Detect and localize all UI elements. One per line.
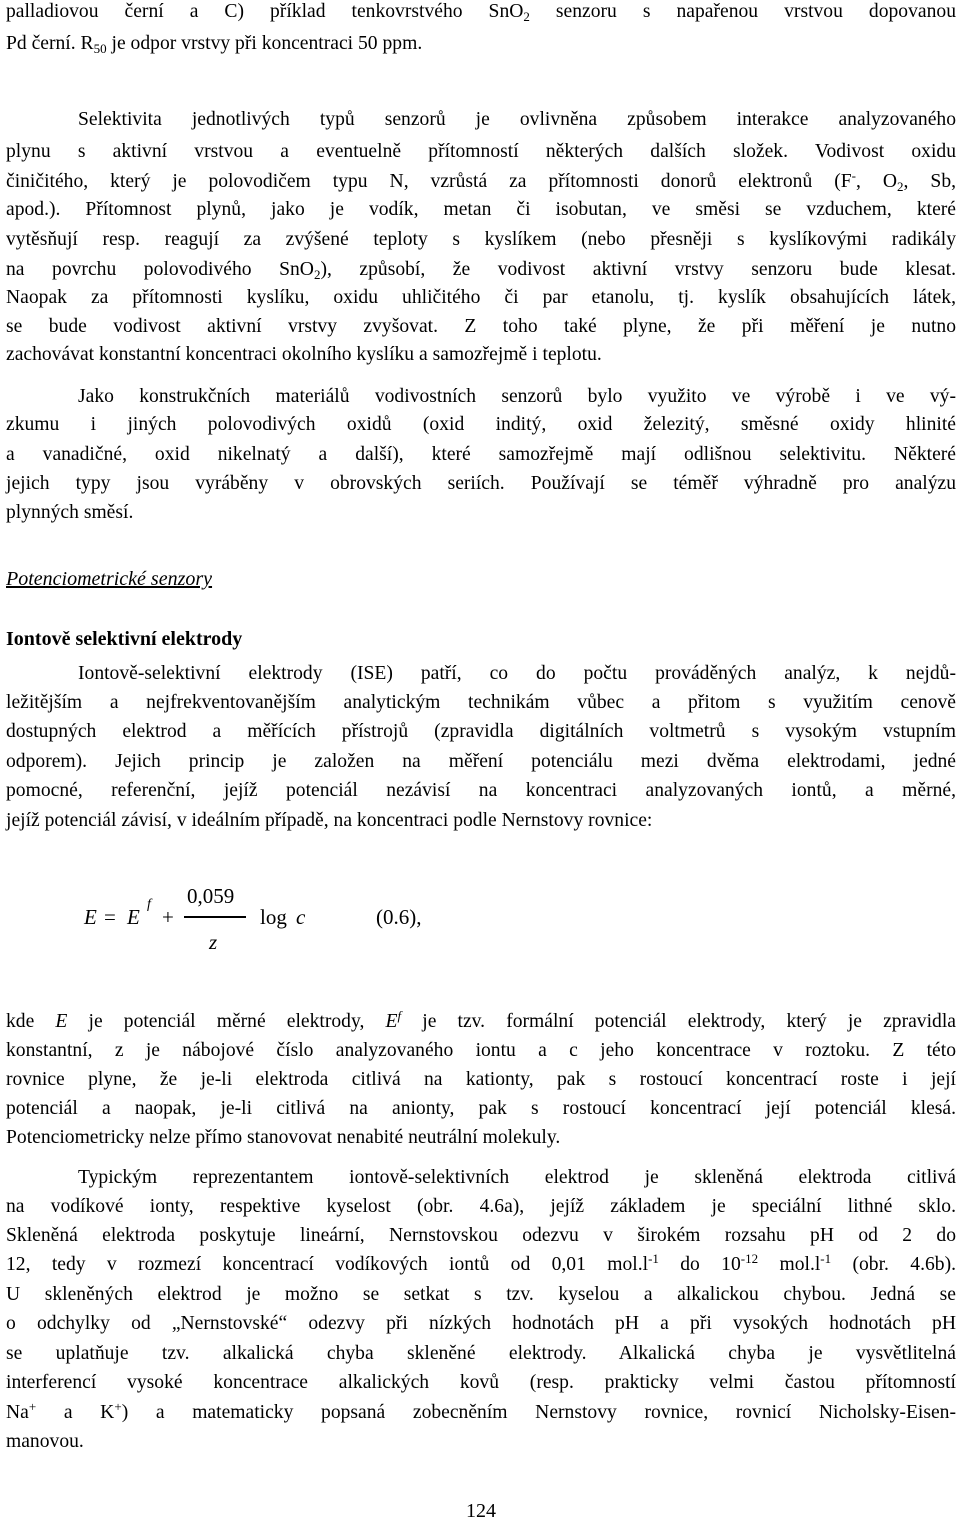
text-line: 12, tedy v rozmezí koncentrací vodíkových iontů od 0,01 $mol.l^{-1}$ do $10^{-12}$ $mol.l^{-1}$ (obr. 4.6b). bbox=[6, 1251, 956, 1275]
text-line: jejíž potenciál závisí, v ideálním případě, na koncentraci podle Nernstovy rovnice: bbox=[6, 810, 653, 831]
section-heading: Potenciometrické senzory bbox=[6, 568, 213, 590]
text-line: se uplatňuje tzv. alkalická chyba skleněné elektrody. Alkalická chyba je vysvětlitelná bbox=[6, 1343, 956, 1364]
text-line: dostupných elektrod a měřících přístrojů (zpravidla digitálních voltmetrů s vysokým vstupním bbox=[6, 721, 956, 742]
eq-fraction-bar bbox=[184, 916, 246, 918]
text-line: pomocné, referenční, jejíž potenciál nezávisí na koncentraci analyzovaných iontů, a měrné, bbox=[6, 780, 956, 801]
text-line: Potenciometricky nelze přímo stanovovat nenabité neutrální molekuly. bbox=[6, 1127, 561, 1148]
eq-E-formal: E bbox=[127, 905, 140, 929]
eq-E: E bbox=[84, 905, 97, 929]
text-line: zkumu i jiných polovodivých oxidů (oxid inditý, oxid železitý, směsné oxidy hlinité bbox=[6, 414, 956, 435]
text-line: potenciál a naopak, je-li citlivá na anionty, pak s rostoucí koncentrací její potenciál klesá. bbox=[6, 1098, 956, 1119]
text-line: ležitějším a nejfrekventovanějším analytickým technikám vůbec a přitom s využitím cenově bbox=[6, 692, 956, 713]
eq-equals: = bbox=[104, 905, 116, 929]
text-line: apod.). Přítomnost plynů, jako je vodík, metan či isobutan, ve směsi se vzduchem, které bbox=[6, 199, 956, 220]
text-line: jejich typy jsou vyráběny v obrovských seriích. Používají se téměř výhradně pro analýzu bbox=[6, 473, 956, 494]
eq-denominator: z bbox=[209, 930, 218, 954]
text-line: palladiovou černí a C) příklad tenkovrstvého SnO$_2$ senzoru s napařenou vrstvou dopovanou bbox=[6, 1, 956, 24]
eq-f-superscript: f bbox=[147, 897, 151, 912]
text-line: se bude vodivost aktivní vrstvy zvyšovat. Z toho také plyne, že při měření je nutno bbox=[6, 316, 956, 337]
text-line: rovnice plyne, že je-li elektroda citlivá na kationty, pak s rostoucí koncentrací roste i její bbox=[6, 1069, 956, 1090]
subsection-heading: Iontově selektivní elektrody bbox=[6, 628, 243, 650]
text-line: zachovávat konstantní koncentraci okolního kyslíku a samozřejmě i teplotu. bbox=[6, 344, 602, 365]
text-line: odporem). Jejich princip je založen na měření potenciálu mezi dvěma elektrodami, jedné bbox=[6, 751, 956, 772]
text-line: Selektivita jednotlivých typů senzorů je ovlivněna způsobem interakce analyzovaného bbox=[78, 109, 956, 130]
text-line: plynu s aktivní vrstvou a eventuelně přítomností některých dalších složek. Vodivost oxidu bbox=[6, 141, 956, 162]
text-line: Na+ a K+) a matematicky popsaná zobecněním Nernstovy rovnice, rovnicí Nicholsky-Eisen- bbox=[6, 1399, 956, 1423]
eq-label: (0.6), bbox=[376, 905, 422, 929]
eq-log: log bbox=[260, 905, 287, 929]
text-line: činičitého, který je polovodičem typu N, vzrůstá za přítomnosti donorů elektronů (F-, $O_2$, Sb, bbox=[6, 168, 957, 194]
eq-numerator: 0,059 bbox=[187, 884, 235, 908]
page-number: 124 bbox=[466, 1500, 496, 1522]
text-line: vytěsňují resp. reagují za zvýšené teploty s kyslíkem (nebo přesněji s kyslíkovými radikály bbox=[6, 229, 956, 250]
eq-c: c bbox=[296, 905, 306, 929]
text-line: Skleněná elektroda poskytuje lineární, Nernstovskou odezvu v širokém rozsahu pH od 2 do bbox=[6, 1225, 956, 1246]
text-line: na vodíkové ionty, respektive kyselost (obr. 4.6a), jejíž základem je speciální lithné sklo. bbox=[6, 1196, 956, 1217]
text-line: o odchylky od „Nernstovské“ odezvy při nízkých hodnotách pH a při vysokých hodnotách pH bbox=[6, 1313, 956, 1334]
text-line: Pd černí. $R_{50}$ je odpor vrstvy při koncentraci 50 ppm. bbox=[6, 33, 423, 56]
text-line: U skleněných elektrod je možno se setkat s tzv. kyselou a alkalickou chybou. Jedná se bbox=[6, 1284, 956, 1305]
text-line: manovou. bbox=[6, 1431, 84, 1452]
eq-plus: + bbox=[162, 905, 174, 929]
text-line: plynných směsí. bbox=[6, 502, 134, 523]
text-line: kde E je potenciál měrné elektrody, $E^f$ je tzv. formální potenciál elektrody, který je zpravidla bbox=[6, 1008, 956, 1032]
text-line: a vanadičné, oxid nikelnatý a další), které samozřejmě mají odlišnou selektivitu. Některé bbox=[6, 444, 956, 465]
text-line: Typickým reprezentantem iontově-selektivních elektrod je skleněná elektroda citlivá bbox=[78, 1167, 956, 1188]
text-line: konstantní, z je nábojové číslo analyzovaného iontu a c jeho koncentrace v roztoku. Z této bbox=[6, 1040, 956, 1061]
text-line: Iontově-selektivní elektrody (ISE) patří, co do počtu prováděných analýz, k nejdů- bbox=[78, 663, 956, 684]
text-line: na povrchu polovodivého SnO$_2$), způsobí, že vodivost aktivní vrstvy senzoru bude klesat. bbox=[6, 259, 956, 282]
text-line: interferencí vysoké koncentrace alkalických kovů (resp. prakticky velmi častou přítomností bbox=[6, 1372, 956, 1393]
text-line: Jako konstrukčních materiálů vodivostních senzorů bylo využito ve výrobě i ve vý- bbox=[78, 386, 956, 407]
text-line: Naopak za přítomnosti kyslíku, oxidu uhličitého či par etanolu, tj. kyslík obsahujících látek, bbox=[6, 287, 956, 308]
